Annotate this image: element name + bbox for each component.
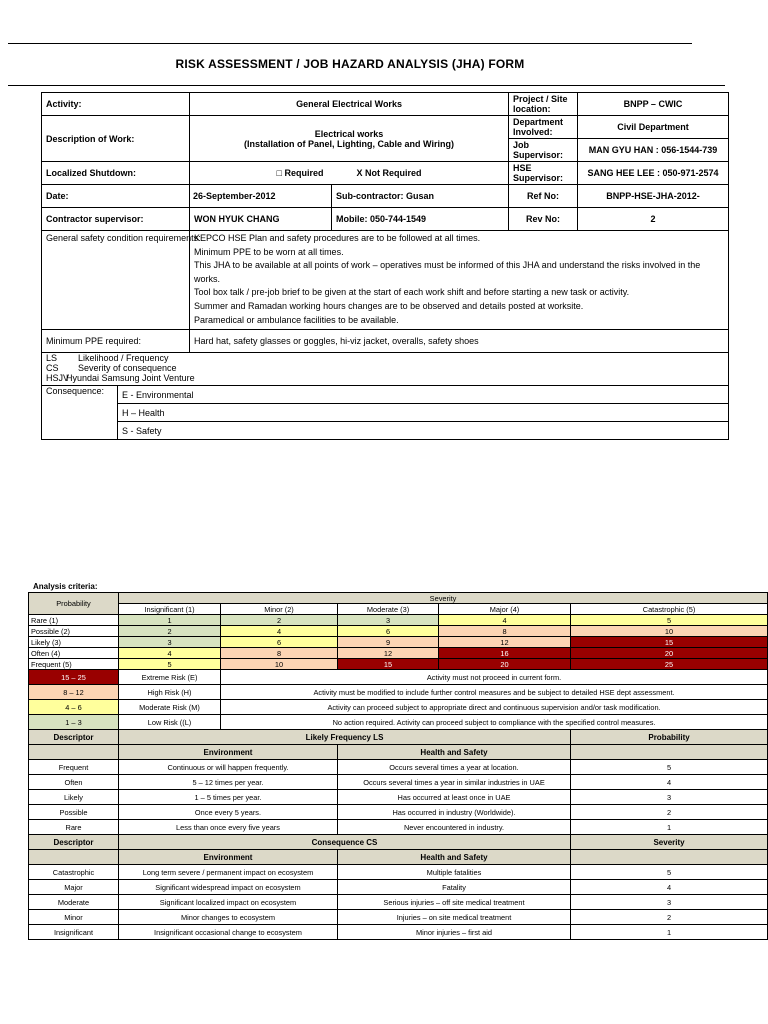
risk-range: 8 – 12 — [29, 685, 119, 700]
legend-meaning: Hyundai Samsung Joint Venture — [66, 373, 195, 384]
frequency-value: 4 — [571, 775, 768, 790]
frequency-value: 1 — [571, 820, 768, 835]
analysis-criteria-label: Analysis criteria: — [33, 582, 98, 591]
shutdown-not-required-checkbox[interactable]: X Not Required — [356, 168, 422, 178]
ref-value: BNPP-HSE-JHA-2012- — [578, 185, 729, 208]
risk-matrix-cell: 10 — [221, 659, 338, 670]
blank-cell — [29, 745, 119, 760]
safety-line: Minimum PPE to be worn at all times. — [194, 246, 344, 257]
risk-action: Activity must be modified to include further control measures and be subject to detailed HSE dept assessment. — [221, 685, 768, 700]
consequence-value: 5 — [571, 865, 768, 880]
health-safety-header: Health and Safety — [338, 850, 571, 865]
consequence-health: Serious injuries – off site medical treatment — [338, 895, 571, 910]
job-supervisor-value: MAN GYU HAN : 056-1544-739 — [578, 139, 729, 162]
description-line-2: (Installation of Panel, Lighting, Cable and Wiring) — [244, 138, 454, 149]
descriptor-header: Descriptor — [29, 730, 119, 745]
frequency-value: 5 — [571, 760, 768, 775]
consequence-health: Injuries – on site medical treatment — [338, 910, 571, 925]
frequency-descriptor: Frequent — [29, 760, 119, 775]
probability-row-label: Rare (1) — [29, 615, 119, 626]
consequence-value: 1 — [571, 925, 768, 940]
job-supervisor-label: Job Supervisor: — [509, 139, 578, 162]
risk-matrix-cell: 5 — [571, 615, 768, 626]
consequence-environment: Insignificant occasional change to ecosystem — [119, 925, 338, 940]
rev-label: Rev No: — [509, 208, 578, 231]
jha-form-table — [41, 92, 729, 440]
environment-header: Environment — [119, 850, 338, 865]
legend-row — [46, 373, 724, 383]
consequence-environment: Significant widespread impact on ecosystem — [119, 880, 338, 895]
shutdown-required-checkbox[interactable]: □ Required — [276, 168, 324, 178]
blank-cell — [29, 850, 119, 865]
consequence-environment: Minor changes to ecosystem — [119, 910, 338, 925]
risk-matrix-cell: 3 — [119, 637, 221, 648]
legend-meaning: Severity of consequence — [78, 363, 177, 374]
risk-level-name: High Risk (H) — [119, 685, 221, 700]
consequence-descriptor: Catastrophic — [29, 865, 119, 880]
shutdown-label: Localized Shutdown: — [42, 162, 190, 185]
risk-matrix-cell: 16 — [439, 648, 571, 659]
legend-meaning: Likelihood / Frequency — [78, 353, 169, 364]
contractor-supervisor-label: Contractor supervisor: — [42, 208, 190, 231]
safety-line: KEPCO HSE Plan and safety procedures are to be followed at all times. — [194, 233, 481, 243]
risk-action: No action required. Activity can proceed subject to compliance with the specified control measures. — [221, 715, 768, 730]
general-safety-requirements — [190, 231, 729, 330]
date-value: 26-September-2012 — [190, 185, 332, 208]
safety-line: Paramedical or ambulance facilities to be available. — [194, 314, 399, 325]
hse-supervisor-value: SANG HEE LEE : 050-971-2574 — [578, 162, 729, 185]
description-value — [190, 116, 509, 162]
environment-header: Environment — [119, 745, 338, 760]
department-value: Civil Department — [578, 116, 729, 139]
risk-matrix-cell: 4 — [221, 626, 338, 637]
safety-line: Summer and Ramadan working hours changes are to be observed and details posted at worksite. — [194, 300, 584, 311]
risk-matrix-cell: 2 — [221, 615, 338, 626]
activity-label: Activity: — [42, 93, 190, 116]
contractor-supervisor-value: WON HYUK CHANG — [190, 208, 332, 231]
hse-supervisor-label: HSE Supervisor: — [509, 162, 578, 185]
risk-matrix-cell: 5 — [119, 659, 221, 670]
ppe-label: Minimum PPE required: — [42, 330, 190, 353]
risk-matrix-cell: 20 — [439, 659, 571, 670]
risk-matrix-cell: 20 — [571, 648, 768, 659]
project-label: Project / Site location: — [509, 93, 578, 116]
consequence-environment: Significant localized impact on ecosystem — [119, 895, 338, 910]
date-label: Date: — [42, 185, 190, 208]
abbreviation-legend — [42, 353, 729, 386]
risk-matrix-cell: 6 — [338, 626, 439, 637]
risk-matrix-cell: 2 — [119, 626, 221, 637]
severity-level: Catastrophic (5) — [571, 604, 768, 615]
consequence-descriptor: Major — [29, 880, 119, 895]
safety-line: This JHA to be available at all points of work – operatives must be informed of this JHA and understand the risks involved in the works. — [194, 260, 701, 284]
consequence-item: H – Health — [118, 404, 729, 422]
risk-matrix-cell: 12 — [439, 637, 571, 648]
risk-matrix-cell: 1 — [119, 615, 221, 626]
health-safety-header: Health and Safety — [338, 745, 571, 760]
risk-range: 15 – 25 — [29, 670, 119, 685]
severity-header: Severity — [119, 593, 768, 604]
activity-value: General Electrical Works — [190, 93, 509, 116]
severity-col-header: Severity — [571, 835, 768, 850]
rev-value: 2 — [578, 208, 729, 231]
risk-matrix-cell: 4 — [439, 615, 571, 626]
likely-frequency-header: Likely Frequency LS — [119, 730, 571, 745]
risk-matrix-cell: 25 — [571, 659, 768, 670]
probability-row-label: Likely (3) — [29, 637, 119, 648]
risk-level-name: Moderate Risk (M) — [119, 700, 221, 715]
frequency-environment: Once every 5 years. — [119, 805, 338, 820]
analysis-criteria-table — [28, 592, 768, 940]
shutdown-options — [190, 162, 509, 185]
blank-cell — [571, 745, 768, 760]
risk-action: Activity can proceed subject to appropriate direct and continuous supervision and/or task modification. — [221, 700, 768, 715]
risk-range: 4 – 6 — [29, 700, 119, 715]
legend-abbr: CS — [46, 363, 59, 374]
probability-row-label: Often (4) — [29, 648, 119, 659]
risk-matrix-cell: 15 — [571, 637, 768, 648]
severity-level: Minor (2) — [221, 604, 338, 615]
subcontractor: Sub-contractor: Gusan — [332, 185, 509, 208]
general-safety-label: General safety condition requirements: — [42, 231, 190, 330]
project-value: BNPP – CWIC — [578, 93, 729, 116]
consequence-header: Consequence CS — [119, 835, 571, 850]
safety-line: Tool box talk / pre-job brief to be given at the start of each work shift and before starting a new task or activity. — [194, 287, 630, 298]
consequence-descriptor: Insignificant — [29, 925, 119, 940]
severity-level: Moderate (3) — [338, 604, 439, 615]
descriptor-header: Descriptor — [29, 835, 119, 850]
risk-matrix-cell: 15 — [338, 659, 439, 670]
risk-matrix-cell: 9 — [338, 637, 439, 648]
title-rule — [8, 85, 725, 86]
consequence-descriptor: Minor — [29, 910, 119, 925]
consequence-item: E - Environmental — [118, 386, 729, 404]
risk-matrix-cell: 10 — [571, 626, 768, 637]
probability-row-label: Possible (2) — [29, 626, 119, 637]
severity-level: Insignificant (1) — [119, 604, 221, 615]
consequence-value: 4 — [571, 880, 768, 895]
frequency-health: Never encountered in industry. — [338, 820, 571, 835]
probability-header: Probability — [29, 593, 119, 615]
frequency-health: Occurs several times a year at location. — [338, 760, 571, 775]
consequence-health: Fatality — [338, 880, 571, 895]
department-label: Department Involved: — [509, 116, 578, 139]
probability-col-header: Probability — [571, 730, 768, 745]
risk-matrix-cell: 12 — [338, 648, 439, 659]
risk-matrix-cell: 4 — [119, 648, 221, 659]
consequence-environment: Long term severe / permanent impact on ecosystem — [119, 865, 338, 880]
risk-matrix-cell: 8 — [221, 648, 338, 659]
risk-matrix-cell: 8 — [439, 626, 571, 637]
frequency-value: 3 — [571, 790, 768, 805]
frequency-environment: 1 – 5 times per year. — [119, 790, 338, 805]
consequence-health: Multiple fatalities — [338, 865, 571, 880]
frequency-health: Has occurred at least once in UAE — [338, 790, 571, 805]
frequency-environment: Less than once every five years — [119, 820, 338, 835]
severity-level: Major (4) — [439, 604, 571, 615]
risk-action: Activity must not proceed in current form. — [221, 670, 768, 685]
frequency-environment: Continuous or will happen frequently. — [119, 760, 338, 775]
ref-label: Ref No: — [509, 185, 578, 208]
legend-abbr: LS — [46, 353, 58, 364]
consequence-descriptor: Moderate — [29, 895, 119, 910]
frequency-descriptor: Often — [29, 775, 119, 790]
risk-matrix-cell: 3 — [338, 615, 439, 626]
risk-level-name: Extreme Risk (E) — [119, 670, 221, 685]
legend-abbr: HSJV — [46, 373, 70, 384]
frequency-descriptor: Possible — [29, 805, 119, 820]
page-title: RISK ASSESSMENT / JOB HAZARD ANALYSIS (JHA) FORM — [175, 57, 525, 71]
frequency-value: 2 — [571, 805, 768, 820]
probability-row-label: Frequent (5) — [29, 659, 119, 670]
frequency-health: Occurs several times a year in similar industries in UAE — [338, 775, 571, 790]
legend-row — [46, 353, 724, 363]
consequence-health: Minor injuries – first aid — [338, 925, 571, 940]
consequence-item: S - Safety — [118, 422, 729, 440]
ppe-value: Hard hat, safety glasses or goggles, hi-viz jacket, overalls, safety shoes — [190, 330, 729, 353]
consequence-value: 3 — [571, 895, 768, 910]
mobile: Mobile: 050-744-1549 — [332, 208, 509, 231]
frequency-descriptor: Rare — [29, 820, 119, 835]
frequency-environment: 5 – 12 times per year. — [119, 775, 338, 790]
legend-row — [46, 363, 724, 373]
description-label: Description of Work: — [42, 116, 190, 162]
risk-matrix-cell: 6 — [221, 637, 338, 648]
consequence-value: 2 — [571, 910, 768, 925]
frequency-descriptor: Likely — [29, 790, 119, 805]
top-rule — [8, 43, 692, 44]
consequence-label: Consequence: — [42, 386, 118, 440]
blank-cell — [571, 850, 768, 865]
frequency-health: Has occurred in industry (Worldwide). — [338, 805, 571, 820]
description-line-1: Electrical works — [314, 128, 384, 139]
risk-range: 1 – 3 — [29, 715, 119, 730]
risk-level-name: Low Risk ((L) — [119, 715, 221, 730]
